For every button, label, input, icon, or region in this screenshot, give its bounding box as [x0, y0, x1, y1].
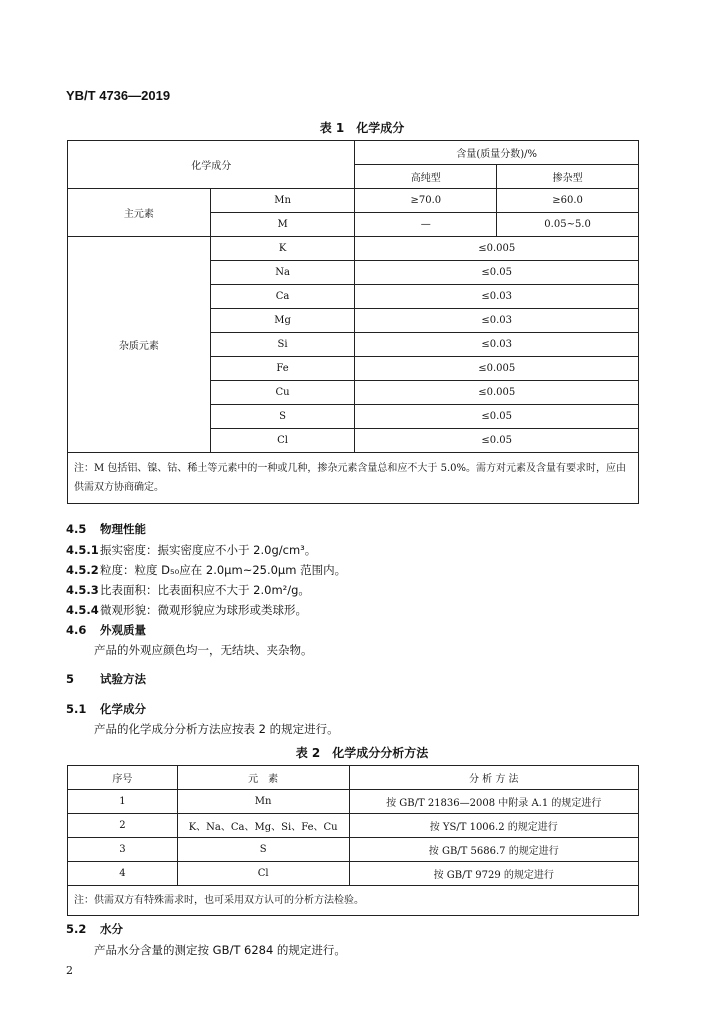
row-no: 4 — [68, 862, 178, 886]
header-doped: 掺杂型 — [497, 165, 639, 189]
section-4-6: 4.6 外观质量 — [66, 623, 146, 637]
element-cell: Mn — [210, 189, 355, 213]
main-element-label: 主元素 — [68, 189, 211, 237]
row-method: 按 GB/T 9729 的规定进行 — [349, 862, 639, 886]
header-no: 序号 — [68, 766, 178, 790]
section-4-5-3: 4.5.3比表面积：比表面积应不大于 2.0m²/g。 — [66, 583, 310, 597]
section-4-5-2: 4.5.2粒度：粒度 D₅₀应在 2.0μm~25.0μm 范围内。 — [66, 563, 347, 577]
header-high-purity: 高纯型 — [355, 165, 497, 189]
value-cell: ≥60.0 — [497, 189, 639, 213]
element-cell: K — [210, 237, 355, 261]
table2-caption: 表 2 化学成分分析方法 — [295, 746, 429, 760]
value-cell: ≥70.0 — [355, 189, 497, 213]
value-cell: 0.05~5.0 — [497, 213, 639, 237]
value-cell: ≤0.005 — [355, 381, 639, 405]
header-component: 化学成分 — [68, 141, 355, 189]
row-element: S — [177, 838, 349, 862]
value-cell: ≤0.05 — [355, 429, 639, 453]
row-method: 按 YS/T 1006.2 的规定进行 — [349, 814, 639, 838]
header-element: 元 素 — [177, 766, 349, 790]
table1-caption: 表 1 化学成分 — [319, 121, 405, 135]
value-cell: — — [355, 213, 497, 237]
table2-note: 注：供需双方有特殊需求时，也可采用双方认可的分析方法检验。 — [68, 886, 639, 916]
row-no: 3 — [68, 838, 178, 862]
row-element: Cl — [177, 862, 349, 886]
section-4-5-1: 4.5.1振实密度：振实密度应不小于 2.0g/cm³。 — [66, 543, 317, 557]
row-method: 按 GB/T 21836—2008 中附录 A.1 的规定进行 — [349, 790, 639, 814]
value-cell: ≤0.005 — [355, 237, 639, 261]
value-cell: ≤0.03 — [355, 309, 639, 333]
row-element: Mn — [177, 790, 349, 814]
section-5: 5 试验方法 — [66, 672, 146, 686]
paragraph-5-2: 产品水分含量的测定按 GB/T 6284 的规定进行。 — [94, 943, 346, 957]
header-method: 分 析 方 法 — [349, 766, 639, 790]
section-4-5-4: 4.5.4微观形貌：微观形貌应为球形或类球形。 — [66, 603, 307, 617]
section-5-2: 5.2 水分 — [66, 922, 123, 936]
value-cell: ≤0.03 — [355, 285, 639, 309]
value-cell: ≤0.05 — [355, 405, 639, 429]
element-cell: Ca — [210, 285, 355, 309]
element-cell: M — [210, 213, 355, 237]
element-cell: Cl — [210, 429, 355, 453]
chemical-composition-table — [67, 140, 639, 504]
section-5-1: 5.1 化学成分 — [66, 702, 146, 716]
element-cell: Cu — [210, 381, 355, 405]
element-cell: Fe — [210, 357, 355, 381]
row-no: 1 — [68, 790, 178, 814]
paragraph-5-1: 产品的化学成分分析方法应按表 2 的规定进行。 — [94, 722, 339, 736]
section-4-5: 4.5 物理性能 — [66, 522, 146, 536]
element-cell: Si — [210, 333, 355, 357]
row-element: K、Na、Ca、Mg、Si、Fe、Cu — [177, 814, 349, 838]
element-cell: Mg — [210, 309, 355, 333]
header-content: 含量(质量分数)/% — [355, 141, 639, 165]
value-cell: ≤0.03 — [355, 333, 639, 357]
value-cell: ≤0.05 — [355, 261, 639, 285]
impurity-element-label: 杂质元素 — [68, 237, 211, 453]
element-cell: Na — [210, 261, 355, 285]
value-cell: ≤0.005 — [355, 357, 639, 381]
row-no: 2 — [68, 814, 178, 838]
element-cell: S — [210, 405, 355, 429]
row-method: 按 GB/T 5686.7 的规定进行 — [349, 838, 639, 862]
analysis-method-table — [67, 765, 639, 916]
table1-note: 注：M 包括铝、镍、钴、稀土等元素中的一种或几种，掺杂元素含量总和应不大于 5.0%。需方对元素及含量有要求时，应由供需双方协商确定。 — [68, 453, 639, 504]
standard-number: YB/T 4736—2019 — [66, 88, 171, 103]
page-number: 2 — [66, 964, 73, 977]
paragraph-4-6: 产品的外观应颜色均一，无结块、夹杂物。 — [94, 643, 313, 657]
